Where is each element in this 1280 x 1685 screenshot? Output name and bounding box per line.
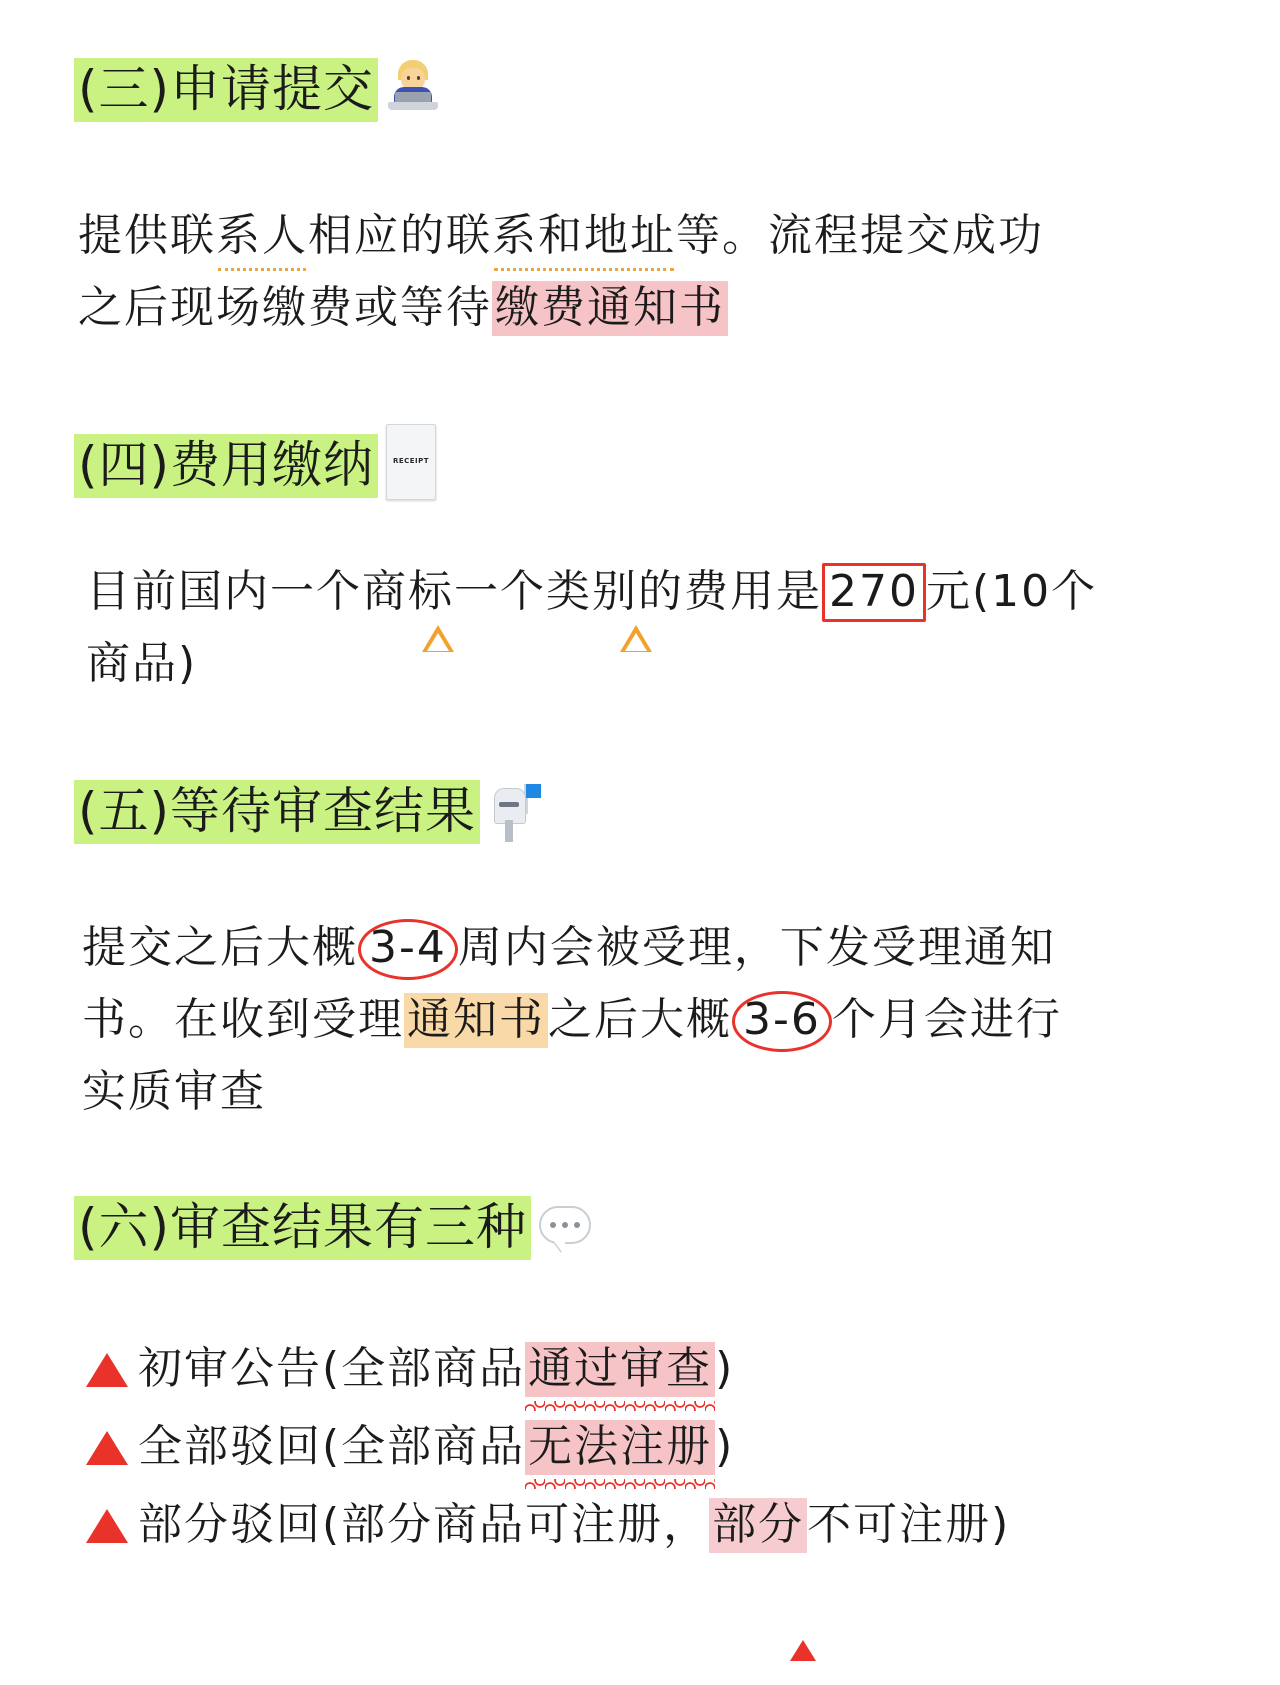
section-heading-3-text: (三)申请提交 [74, 58, 378, 122]
section-3-body [78, 200, 1208, 344]
section-heading-5-text: (五)等待审查结果 [74, 780, 480, 844]
paragraph-line [78, 272, 1208, 344]
list-item [86, 1408, 1226, 1486]
triangle-outline-icon [620, 625, 652, 652]
text-run: 初审公告(全部商品 [138, 1343, 526, 1394]
text-run: 部分驳回(部分商品可注册， [138, 1499, 710, 1550]
receipt-icon [386, 424, 436, 500]
duration-circle: 3-4 [358, 919, 458, 980]
text-run: 不可注册) [807, 1499, 1011, 1550]
text-run: 相应的联 [308, 210, 492, 261]
text-run: 书。在收到受理 [82, 994, 404, 1045]
technologist-icon [384, 58, 442, 116]
red-triangle-bullet-icon [86, 1509, 128, 1543]
section-heading-5 [74, 778, 542, 844]
paragraph-line [82, 984, 1222, 1056]
section-5-body [82, 912, 1222, 1128]
red-triangle-pointer-icon [790, 1640, 816, 1661]
paragraph-line [86, 556, 1216, 628]
text-run: 个月会进行 [831, 994, 1062, 1045]
section-heading-3 [74, 58, 442, 120]
list-item [86, 1330, 1226, 1408]
text-run-underlined: 系人 [216, 210, 308, 261]
text-run: 提交之后大概 [82, 922, 358, 973]
highlighted-term: 通过审查 [525, 1342, 715, 1397]
text-run: 等。流程提交成功 [676, 210, 1044, 261]
duration-circle: 3-6 [732, 991, 832, 1052]
section-heading-6 [74, 1196, 595, 1258]
highlighted-term: 无法注册 [525, 1420, 715, 1475]
text-run-underlined: 系和地址 [492, 210, 676, 261]
section-heading-6-text: (六)审查结果有三种 [74, 1196, 531, 1260]
text-run: ) [715, 1343, 735, 1394]
text-run: 全部驳回(全部商品 [138, 1421, 526, 1472]
text-run: 实质审查 [82, 1066, 266, 1117]
red-triangle-bullet-icon [86, 1431, 128, 1465]
list-item [86, 1486, 1226, 1564]
fee-amount-box: 270 [822, 563, 926, 622]
section-6-bullets [86, 1330, 1226, 1564]
paragraph-line [82, 1056, 1222, 1128]
speech-balloon-icon [537, 1204, 595, 1252]
text-run: 元(10个 [925, 566, 1098, 617]
paragraph-line [78, 200, 1208, 272]
section-heading-4 [74, 424, 436, 500]
text-run: 商品) [86, 638, 198, 689]
receipt-subtitle [387, 493, 435, 500]
highlighted-term: 缴费通知书 [492, 281, 728, 336]
paragraph-line [82, 912, 1222, 984]
section-heading-4-text: (四)费用缴纳 [74, 434, 378, 498]
text-run: 之后现场缴费或等待 [78, 282, 492, 333]
receipt-title: RECEIPT [392, 457, 430, 465]
text-run: ) [715, 1421, 735, 1472]
text-run: 目前国内一个商标一个类别的费用是 [86, 566, 822, 617]
mailbox-icon [486, 778, 542, 844]
red-triangle-bullet-icon [86, 1353, 128, 1387]
text-run: 提供联 [78, 210, 216, 261]
highlighted-term: 通知书 [404, 993, 548, 1048]
text-run: 之后大概 [548, 994, 732, 1045]
text-run: 周内会被受理，下发受理通知 [457, 922, 1056, 973]
triangle-outline-icon [422, 625, 454, 652]
highlighted-term: 部分 [709, 1498, 807, 1553]
